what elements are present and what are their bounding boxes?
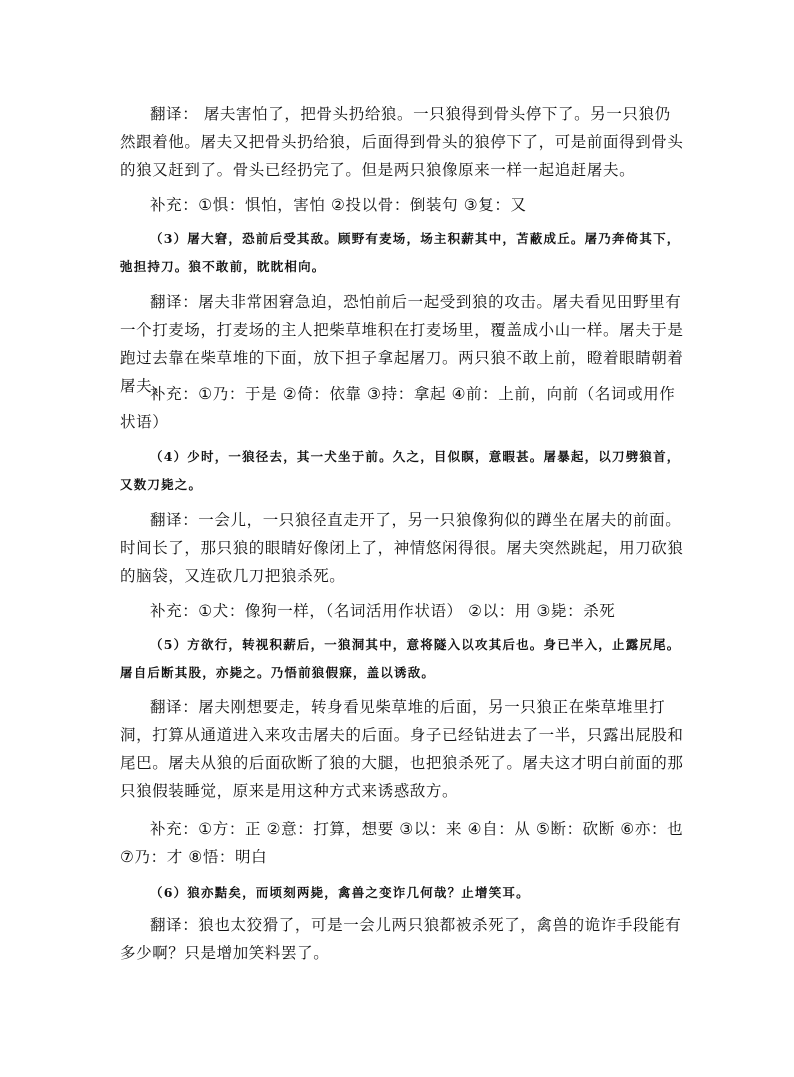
original-text-4: （4）少时，一狼径去，其一犬坐于前。久之，目似瞑，意暇甚。屠暴起，以刀劈狼首，又数刀毙之。 xyxy=(120,449,681,492)
translation-paragraph-5: 翻译：屠夫刚想要走，转身看见柴草堆的后面，另一只狼正在柴草堆里打洞，打算从通道进入来攻击屠夫的后面。身子已经钻进去了一半，只露出屁股和尾巴。屠夫从狼的后面砍断了狼的大腿，也把狼杀死了。屠夫这才明白前面的那只狼假装睡觉，原来是用这种方式来诱惑敌方。 xyxy=(120,698,684,800)
translation-paragraph-3: 翻译：屠夫非常困窘急迫，恐怕前后一起受到狼的攻击。屠夫看见田野里有一个打麦场，打麦场的主人把柴草堆积在打麦场里，覆盖成小山一样。屠夫于是跑过去靠在柴草堆的下面，放下担子拿起屠刀。两只狼不敢上前，瞪着眼睛朝着屠夫。 xyxy=(120,293,684,395)
original-text-6: （6）狼亦黠矣，而顷刻两毙，禽兽之变诈几何哉？止增笑耳。 xyxy=(150,885,530,900)
original-text-3: （3）屠大窘，恐前后受其敌。顾野有麦场，场主积薪其中，苫蔽成丘。屠乃奔倚其下，弛担持刀。狼不敢前，眈眈相向。 xyxy=(120,231,681,274)
translation-paragraph-2: 翻译： 屠夫害怕了，把骨头扔给狼。一只狼得到骨头停下了。另一只狼仍然跟着他。屠夫又把骨头扔给狼，后面得到骨头的狼停下了，可是前面得到骨头的狼又赶到了。骨头已经扔完了。但是两只狼像原来一样一起追赶屠夫。 xyxy=(120,105,684,179)
supplement-paragraph-5: 补充：①方：正 ②意：打算，想要 ③以：来 ④自：从 ⑤断：砍断 ⑥亦：也 ⑦乃：才 ⑧悟：明白 xyxy=(120,820,684,866)
supplement-paragraph-4: 补充：①犬：像狗一样，（名词活用作状语） ②以：用 ③毙：杀死 xyxy=(150,602,616,620)
supplement-paragraph-2: 补充：①惧：惧怕，害怕 ②投以骨：倒装句 ③复：又 xyxy=(150,196,527,214)
original-text-5: （5）方欲行，转视积薪后，一狼洞其中，意将隧入以攻其后也。身已半入，止露尻尾。屠自后断其股，亦毙之。乃悟前狼假寐，盖以诱敌。 xyxy=(120,637,681,680)
translation-paragraph-6: 翻译：狼也太狡猾了，可是一会儿两只狼都被杀死了，禽兽的诡诈手段能有多少啊？只是增加笑料罢了。 xyxy=(120,916,682,962)
translation-paragraph-4: 翻译：一会儿，一只狼径直走开了，另一只狼像狗似的蹲坐在屠夫的前面。时间长了，那只狼的眼睛好像闭上了，神情悠闲得很。屠夫突然跳起，用刀砍狼的脑袋，又连砍几刀把狼杀死。 xyxy=(120,511,684,585)
supplement-paragraph-3: 补充：①乃：于是 ②倚：依靠 ③持：拿起 ④前：上前，向前（名词或用作状语） xyxy=(120,385,676,431)
